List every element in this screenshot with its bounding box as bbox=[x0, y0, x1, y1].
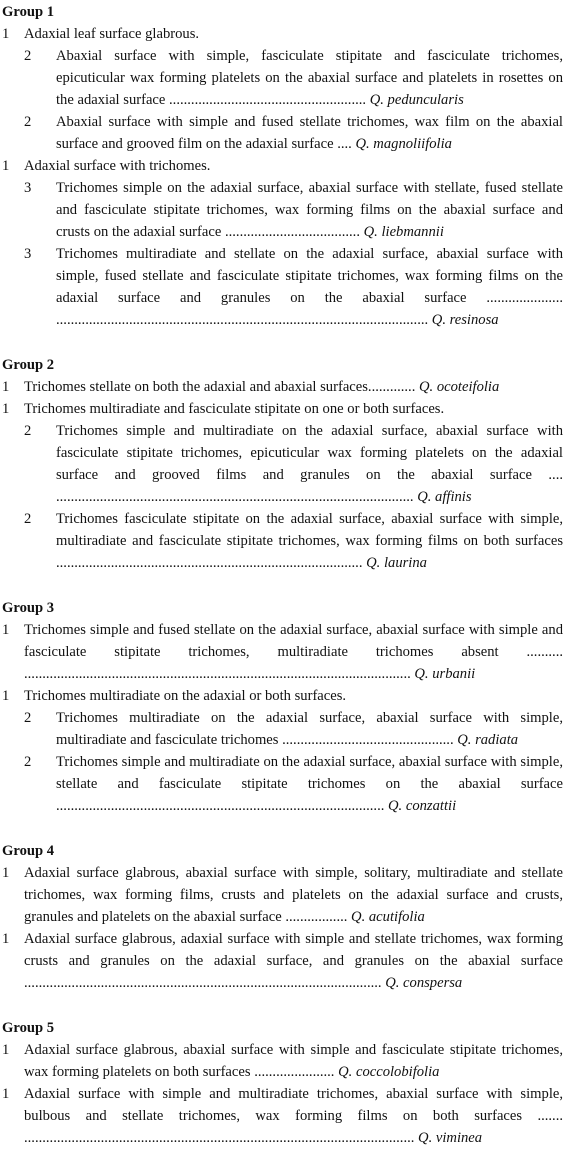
couplet-text: Trichomes simple on the adaxial surface, abaxial surface with stellate, fused stellate and fasciculate stipitate trichomes, wax forming films on the abaxial surface and crusts on the adaxial surface ..................................... bbox=[56, 180, 563, 240]
species-name: Q. coccolobifolia bbox=[338, 1064, 440, 1080]
key-couplet bbox=[2, 1039, 563, 1083]
couplet-number: 2 bbox=[24, 710, 32, 726]
couplet-number: 2 bbox=[24, 511, 32, 527]
species-name: Q. magnoliifolia bbox=[355, 136, 452, 152]
key-couplet bbox=[2, 707, 563, 751]
species-name: Q. viminea bbox=[418, 1130, 483, 1146]
key-couplet bbox=[2, 177, 563, 243]
couplet-text: Trichomes stellate on both the adaxial and abaxial surfaces............. bbox=[24, 379, 416, 395]
couplet-text: Adaxial leaf surface glabrous. bbox=[24, 26, 200, 42]
key-couplet bbox=[2, 508, 563, 574]
couplet-text: Trichomes multiradiate on the adaxial or both surfaces. bbox=[24, 688, 347, 704]
key-group bbox=[2, 1016, 563, 1149]
key-couplet bbox=[2, 420, 563, 508]
key-couplet bbox=[2, 928, 563, 994]
couplet-text: Abaxial surface with simple and fused stellate trichomes, wax film on the abaxial surface and grooved film on the adaxial surface .... bbox=[56, 114, 563, 152]
couplet-text: Abaxial surface with simple, fasciculate stipitate and fasciculate trichomes, epicuticular wax forming platelets on the abaxial surface and platelets in rosettes on the adaxial surface ...................................................... bbox=[56, 48, 563, 108]
key-couplet bbox=[2, 45, 563, 111]
couplet-number: 2 bbox=[24, 754, 32, 770]
couplet-text: Adaxial surface glabrous, abaxial surface with simple and fasciculate stipitate trichomes, wax forming platelets on both surfaces ...................... bbox=[24, 1042, 563, 1080]
couplet-text: Trichomes multiradiate on the adaxial surface, abaxial surface with simple, multiradiate and fasciculate trichomes ............................................... bbox=[56, 710, 563, 748]
key-couplet bbox=[2, 243, 563, 331]
group-title: Group 5 bbox=[2, 1020, 55, 1036]
key-couplet bbox=[2, 23, 563, 45]
couplet-number: 3 bbox=[24, 180, 32, 196]
key-couplet bbox=[2, 111, 563, 155]
species-name: Q. resinosa bbox=[431, 312, 499, 328]
couplet-number: 1 bbox=[2, 1042, 10, 1058]
couplet-number: 1 bbox=[2, 688, 10, 704]
key-group bbox=[2, 353, 563, 574]
couplet-text: Trichomes multiradiate and fasciculate stipitate on one or both surfaces. bbox=[24, 401, 445, 417]
key-couplet bbox=[2, 398, 563, 420]
species-name: Q. conzattii bbox=[388, 798, 457, 814]
key-group bbox=[2, 596, 563, 817]
key-couplet bbox=[2, 685, 563, 707]
couplet-text: Trichomes simple and multiradiate on the adaxial surface, abaxial surface with simple, stellate and fasciculate stipitate trichomes on the abaxial surface .......................................................................................... bbox=[56, 754, 563, 814]
group-title: Group 2 bbox=[2, 357, 55, 373]
couplet-number: 1 bbox=[2, 622, 10, 638]
couplet-number: 1 bbox=[2, 379, 10, 395]
species-name: Q. acutifolia bbox=[351, 909, 425, 925]
couplet-number: 2 bbox=[24, 423, 32, 439]
species-name: Q. urbanii bbox=[414, 666, 476, 682]
couplet-text: Adaxial surface glabrous, adaxial surface with simple and stellate trichomes, wax forming crusts and granules on the adaxial surface, and granules on the abaxial surface .................................................................................................. bbox=[24, 931, 563, 991]
group-title: Group 1 bbox=[2, 4, 55, 20]
couplet-number: 1 bbox=[2, 401, 10, 417]
key-couplet bbox=[2, 376, 563, 398]
couplet-number: 2 bbox=[24, 48, 32, 64]
couplet-number: 1 bbox=[2, 158, 10, 174]
species-name: Q. ocoteifolia bbox=[419, 379, 500, 395]
group-title: Group 3 bbox=[2, 600, 55, 616]
key-couplet bbox=[2, 619, 563, 685]
key-couplet bbox=[2, 155, 563, 177]
key-couplet bbox=[2, 862, 563, 928]
couplet-text: Trichomes multiradiate and stellate on the adaxial surface, abaxial surface with simple, fused stellate and fasciculate stipitate trichomes, wax forming films on the adaxial surface and granules on the abaxial surface ..................... ...................................................................................................... bbox=[56, 246, 563, 328]
couplet-text: Adaxial surface with trichomes. bbox=[24, 158, 211, 174]
species-name: Q. radiata bbox=[457, 732, 519, 748]
couplet-number: 1 bbox=[2, 865, 10, 881]
couplet-text: Adaxial surface glabrous, abaxial surface with simple, solitary, multiradiate and stellate trichomes, wax forming films, crusts and platelets on the adaxial surface and crusts, granules and platelets on the abaxial surface ................. bbox=[24, 865, 563, 925]
couplet-number: 1 bbox=[2, 931, 10, 947]
species-name: Q. conspersa bbox=[385, 975, 463, 991]
key-couplet bbox=[2, 751, 563, 817]
species-name: Q. liebmannii bbox=[363, 224, 444, 240]
species-name: Q. laurina bbox=[366, 555, 427, 571]
key-group bbox=[2, 839, 563, 994]
species-name: Q. peduncularis bbox=[369, 92, 464, 108]
key-couplet bbox=[2, 1083, 563, 1149]
couplet-number: 3 bbox=[24, 246, 32, 262]
group-title: Group 4 bbox=[2, 843, 55, 859]
key-group bbox=[2, 0, 563, 331]
species-name: Q. affinis bbox=[417, 489, 472, 505]
couplet-number: 1 bbox=[2, 1086, 10, 1102]
couplet-number: 2 bbox=[24, 114, 32, 130]
couplet-text: Trichomes simple and multiradiate on the adaxial surface, abaxial surface with fasciculate stipitate trichomes, epicuticular wax forming platelets on the adaxial surface and grooved films and granules on the abaxial surface .... .................................................................................................. bbox=[56, 423, 563, 505]
couplet-text: Trichomes fasciculate stipitate on the adaxial surface, abaxial surface with simple, multiradiate and fasciculate stipitate trichomes, wax forming films on both surfaces .................................................................................... bbox=[56, 511, 563, 571]
couplet-text: Adaxial surface with simple and multiradiate trichomes, abaxial surface with simple, bulbous and stellate trichomes, wax forming films on both surfaces ....... ........................................................................................................... bbox=[24, 1086, 563, 1146]
couplet-number: 1 bbox=[2, 26, 10, 42]
couplet-text: Trichomes simple and fused stellate on the adaxial surface, abaxial surface with simple and fasciculate stipitate trichomes, multiradiate trichomes absent .......... .......................................................................................................... bbox=[24, 622, 563, 682]
